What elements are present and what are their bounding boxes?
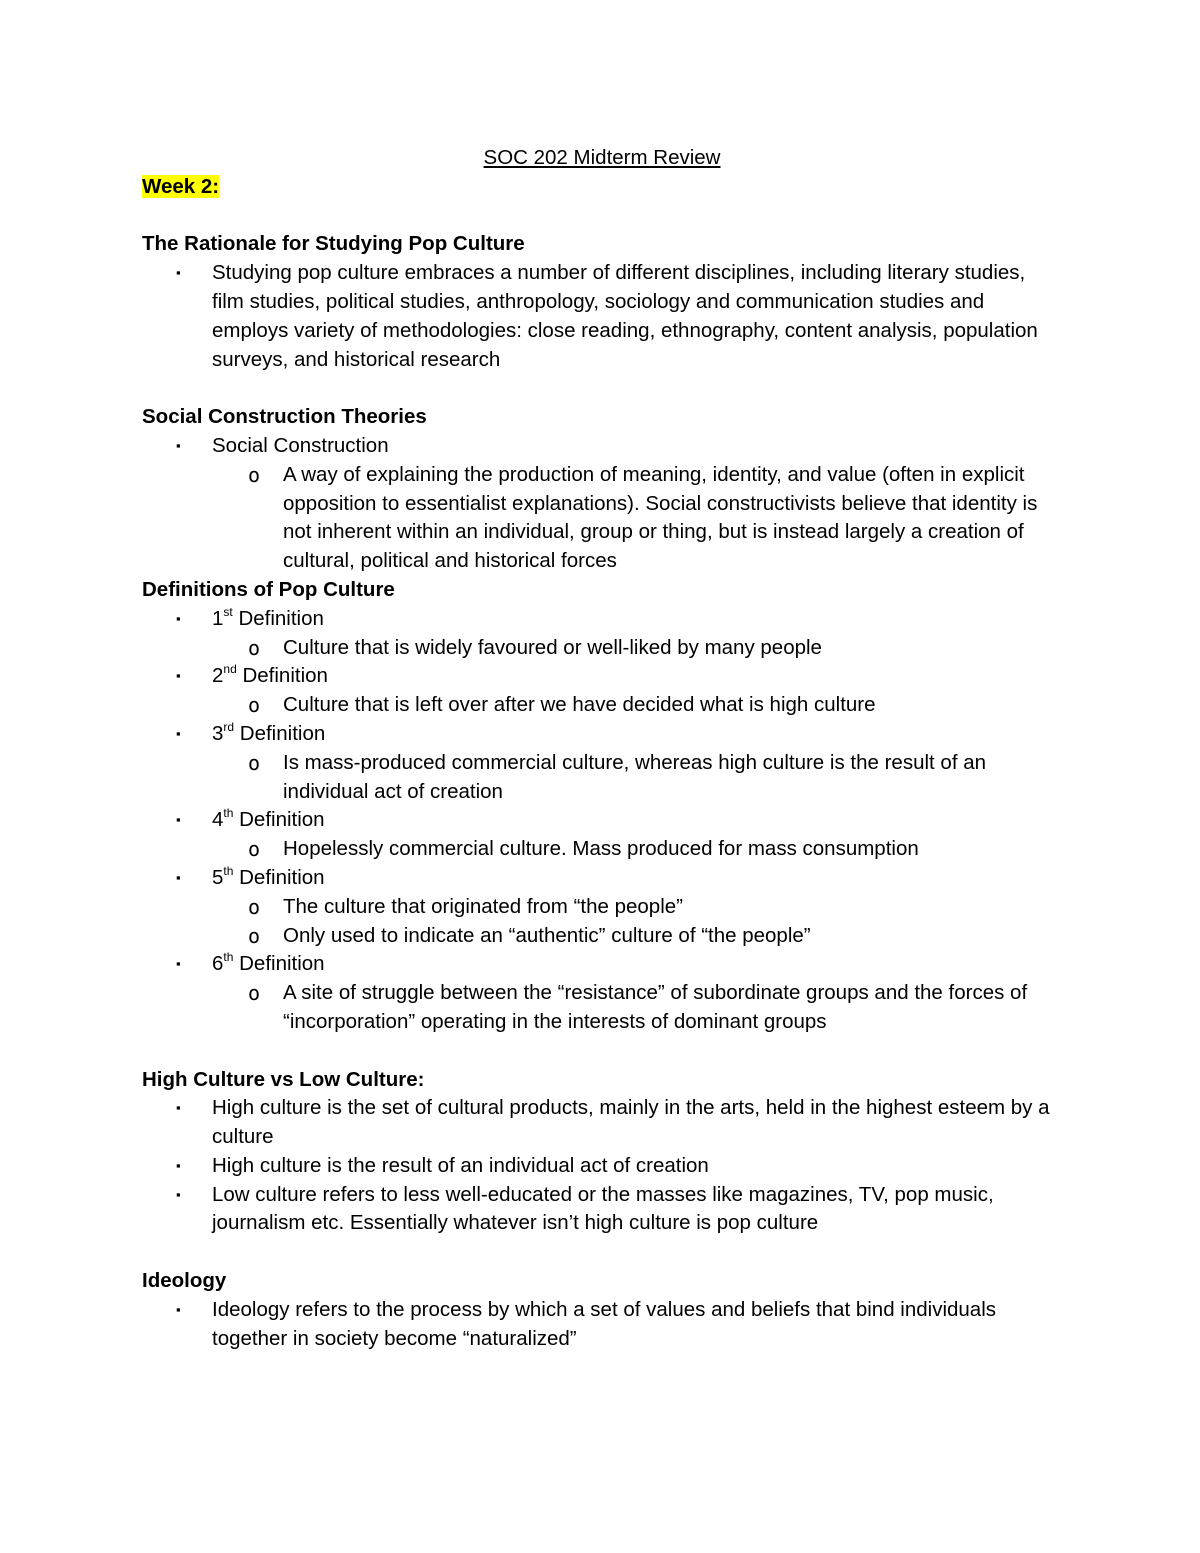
list-item-text: Ideology refers to the process by which a set of values and beliefs that bind individuals together in society become “naturalized” (212, 1297, 997, 1350)
list-item-text: High culture is the set of cultural products, mainly in the arts, held in the highest esteem by a culture (212, 1096, 1050, 1149)
circle-bullet-icon: o (248, 837, 261, 862)
list-item (142, 1152, 1060, 1181)
list-item-text: Low culture refers to less well-educated or the masses like magazines, TV, pop music, journalism etc. Essentially whatever isn’t high culture is pop culture (212, 1182, 994, 1235)
circle-bullet-icon: o (248, 635, 261, 660)
square-bullet-icon: ▪ (176, 1186, 181, 1202)
sub-list-item-text: The culture that originated from “the people” (283, 894, 683, 918)
document-title: SOC 202 Midterm Review (483, 146, 721, 169)
high-low-list (142, 1094, 1060, 1238)
spacer (142, 1238, 1060, 1267)
definition-number: 4 (212, 808, 224, 832)
list-item (142, 1094, 1060, 1152)
definition-item (142, 662, 1060, 720)
section-heading-rationale: The Rationale for Studying Pop Culture (142, 232, 525, 256)
sub-list-item (212, 461, 1060, 576)
definition-label: Definition (239, 808, 325, 832)
week-label (142, 173, 1060, 202)
definition-label: Definition (239, 721, 326, 745)
definition-label: Definition (239, 865, 325, 889)
definition-label: Definition (242, 664, 328, 688)
square-bullet-icon: ▪ (176, 725, 181, 741)
definition-number: 1 (212, 606, 224, 630)
sub-list-item (212, 835, 1060, 864)
definition-item (142, 806, 1060, 864)
square-bullet-icon: ▪ (176, 1301, 181, 1317)
list-item (142, 259, 1060, 374)
sub-list-item-text: Only used to indicate an “authentic” culture of “the people” (283, 923, 811, 947)
circle-bullet-icon: o (248, 693, 261, 718)
week-label-highlight: Week 2: (142, 174, 220, 198)
definition-label: Definition (238, 606, 324, 630)
square-bullet-icon: ▪ (176, 437, 181, 453)
sub-list-item-text: Culture that is left over after we have decided what is high culture (283, 693, 876, 717)
sub-list-item (212, 922, 1060, 951)
definition-number: 3 (212, 721, 224, 745)
section-heading-definitions: Definitions of Pop Culture (142, 577, 395, 601)
spacer (142, 202, 1060, 231)
circle-bullet-icon: o (248, 981, 261, 1006)
definition-label: Definition (239, 952, 325, 976)
definition-item (142, 605, 1060, 663)
sub-list-item-text: A way of explaining the production of meaning, identity, and value (often in explicit opposition to essentialist explanations). Social constructivists believe that identity is not inherent within an individual, group or thing, but is instead largely a creation of cultural, political and historical forces (283, 462, 1038, 573)
square-bullet-icon: ▪ (176, 1157, 181, 1173)
sub-list-item-text: Hopelessly commercial culture. Mass produced for mass consumption (283, 837, 919, 861)
sub-list-item-text: Is mass-produced commercial culture, whereas high culture is the result of an individual act of creation (283, 750, 987, 803)
sub-list (212, 461, 1060, 576)
ordinal-suffix: rd (223, 719, 235, 734)
definition-item (142, 950, 1060, 1036)
square-bullet-icon: ▪ (176, 869, 181, 885)
ordinal-suffix: th (223, 806, 234, 821)
square-bullet-icon: ▪ (176, 956, 181, 972)
spacer (142, 374, 1060, 403)
sub-list (212, 835, 1060, 864)
definitions-list (142, 605, 1060, 1037)
square-bullet-icon: ▪ (176, 812, 181, 828)
circle-bullet-icon: o (248, 923, 261, 948)
definition-number: 5 (212, 865, 224, 889)
rationale-list (142, 259, 1060, 374)
ordinal-suffix: th (223, 950, 234, 965)
sub-list-item-text: A site of struggle between the “resistance” of subordinate groups and the forces of “incorporation” operating in the interests of dominant groups (283, 981, 1028, 1033)
circle-bullet-icon: o (248, 894, 261, 919)
sub-list (212, 893, 1060, 951)
sub-list-item (212, 691, 1060, 720)
ordinal-suffix: nd (223, 662, 237, 677)
sub-list (212, 634, 1060, 663)
sub-list-item (212, 893, 1060, 922)
sub-list-item (212, 749, 1060, 807)
section-heading-high-low: High Culture vs Low Culture: (142, 1067, 425, 1091)
definition-number: 2 (212, 664, 224, 688)
section-heading-social-construction: Social Construction Theories (142, 405, 427, 429)
sub-list-item-text: Culture that is widely favoured or well-liked by many people (283, 635, 822, 659)
sub-list-item (212, 979, 1060, 1037)
list-item (142, 432, 1060, 576)
list-item-text: Social Construction (212, 433, 389, 457)
circle-bullet-icon: o (248, 750, 261, 775)
sub-list (212, 749, 1060, 807)
list-item-text: High culture is the result of an individual act of creation (212, 1153, 709, 1177)
list-item (142, 1296, 1060, 1354)
section-heading-ideology: Ideology (142, 1269, 227, 1293)
square-bullet-icon: ▪ (176, 668, 181, 684)
social-construction-list (142, 432, 1060, 576)
definition-number: 6 (212, 952, 224, 976)
square-bullet-icon: ▪ (176, 1100, 181, 1116)
list-item-text: Studying pop culture embraces a number of different disciplines, including literary studies, film studies, political studies, anthropology, sociology and communication studies and employs variety of methodologies: close reading, ethnography, content analysis, population surveys, and historical research (212, 261, 1038, 371)
sub-list (212, 979, 1060, 1037)
list-item (142, 1181, 1060, 1239)
definition-item (142, 720, 1060, 806)
sub-list (212, 691, 1060, 720)
sub-list-item (212, 634, 1060, 663)
ordinal-suffix: st (223, 604, 233, 619)
ordinal-suffix: th (223, 863, 234, 878)
square-bullet-icon: ▪ (176, 265, 181, 281)
circle-bullet-icon: o (248, 462, 261, 487)
square-bullet-icon: ▪ (176, 610, 181, 626)
ideology-list (142, 1296, 1060, 1354)
spacer (142, 1037, 1060, 1066)
definition-item (142, 864, 1060, 950)
